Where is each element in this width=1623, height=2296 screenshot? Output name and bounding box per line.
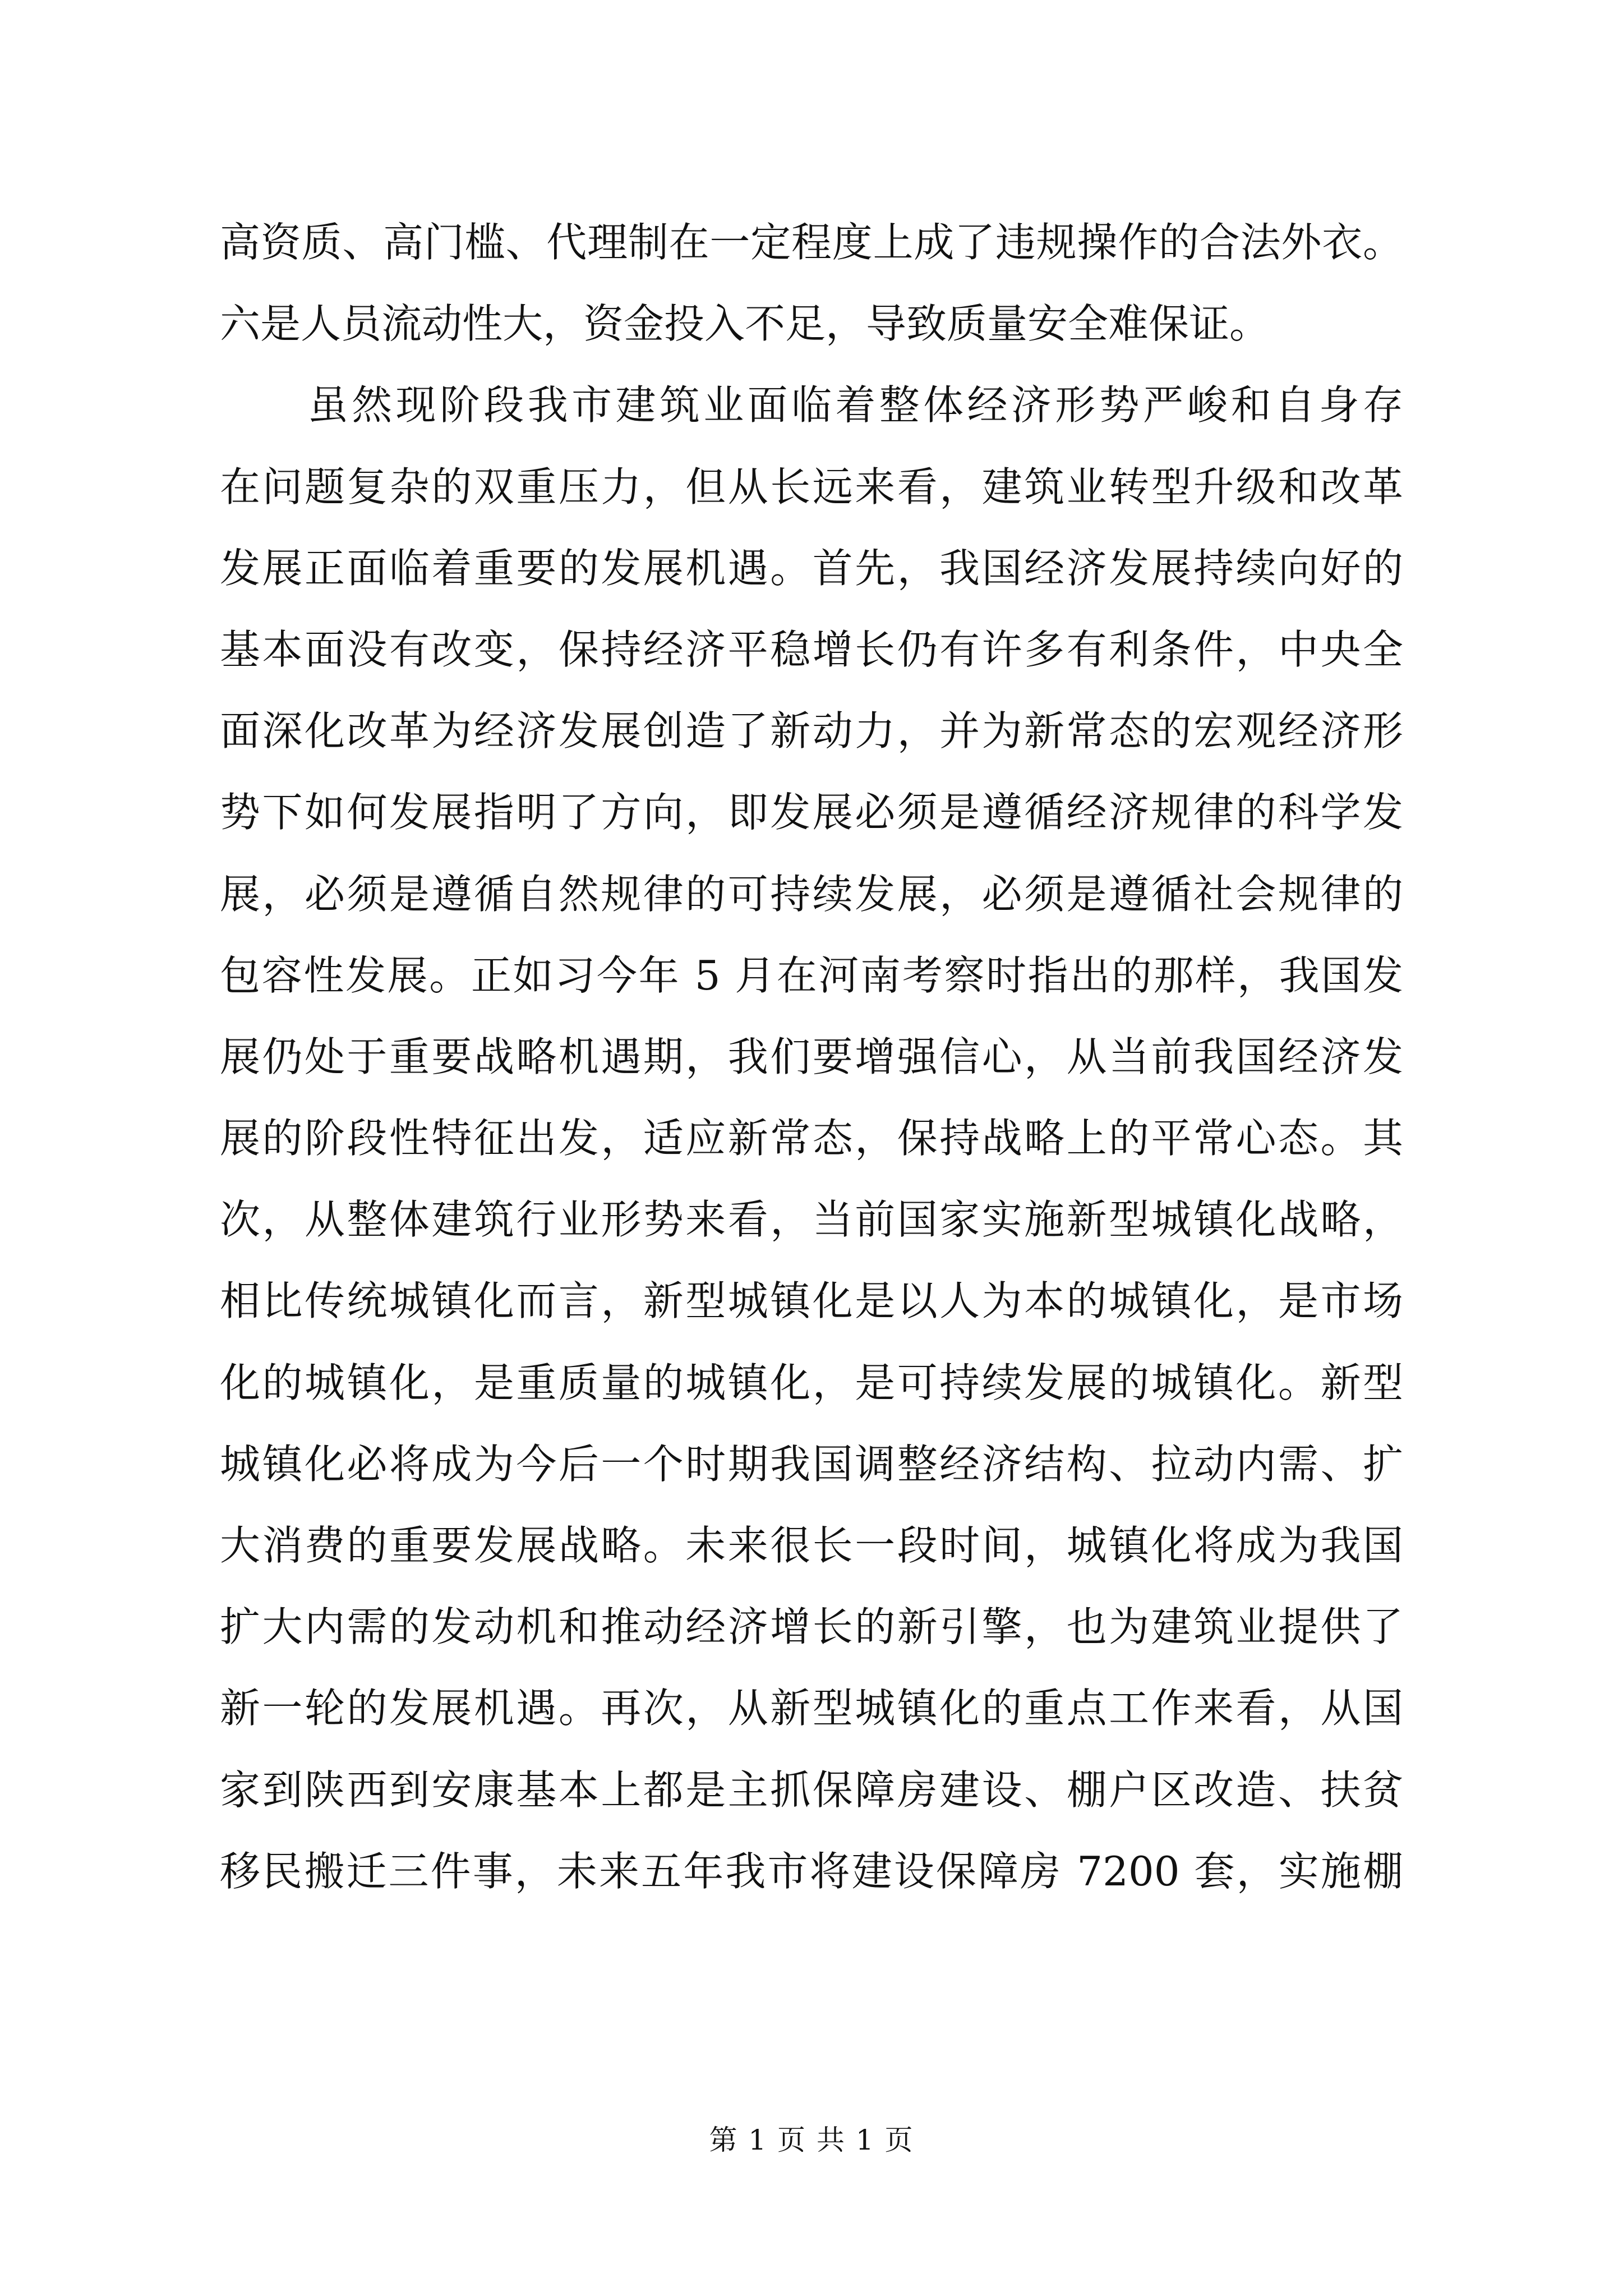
text-line: 基本面没有改变，保持经济平稳增长仍有许多有利条件，中央全 — [220, 625, 1403, 673]
text-line: 扩大内需的发动机和推动经济增长的新引擎，也为建筑业提供了 — [220, 1603, 1403, 1651]
text-line: 展，必须是遵循自然规律的可持续发展，必须是遵循社会规律的 — [220, 870, 1403, 918]
text-line: 次，从整体建筑行业形势来看，当前国家实施新型城镇化战略， — [220, 1196, 1403, 1244]
text-line: 展仍处于重要战略机遇期，我们要增强信心，从当前我国经济发 — [220, 1033, 1403, 1080]
page-number-label: 第 1 页 共 1 页 — [709, 2124, 914, 2156]
text-line: 虽然现阶段我市建筑业面临着整体经济形势严峻和自身存 — [220, 381, 1403, 429]
body-text — [220, 202, 1403, 1912]
text-line: 势下如何发展指明了方向，即发展必须是遵循经济规律的科学发 — [220, 789, 1403, 836]
text-line: 大消费的重要发展战略。未来很长一段时间，城镇化将成为我国 — [220, 1522, 1403, 1569]
text-line: 高资质、高门槛、代理制在一定程度上成了违规操作的合法外衣。 — [220, 219, 1403, 266]
text-line: 发展正面临着重要的发展机遇。首先，我国经济发展持续向好的 — [220, 544, 1403, 592]
text-line: 面深化改革为经济发展创造了新动力，并为新常态的宏观经济形 — [220, 707, 1403, 755]
text-line: 新一轮的发展机遇。再次，从新型城镇化的重点工作来看，从国 — [220, 1685, 1403, 1732]
text-line: 展的阶段性特征出发，适应新常态，保持战略上的平常心态。其 — [220, 1115, 1403, 1162]
text-line: 化的城镇化，是重质量的城镇化，是可持续发展的城镇化。新型 — [220, 1359, 1403, 1406]
text-line: 家到陕西到安康基本上都是主抓保障房建设、棚户区改造、扶贫 — [220, 1766, 1403, 1814]
text-line: 移民搬迁三件事，未来五年我市将建设保障房 7200 套，实施棚 — [220, 1847, 1403, 1895]
text-line: 包容性发展。正如习今年 5 月在河南考察时指出的那样，我国发 — [220, 951, 1403, 999]
text-line: 城镇化必将成为今后一个时期我国调整经济结构、拉动内需、扩 — [220, 1440, 1403, 1488]
text-line: 相比传统城镇化而言，新型城镇化是以人为本的城镇化，是市场 — [220, 1277, 1403, 1325]
text-line: 在问题复杂的双重压力，但从长远来看，建筑业转型升级和改革 — [220, 463, 1403, 510]
page-footer — [0, 2120, 1623, 2160]
text-line: 六是人员流动性大，资金投入不足，导致质量安全难保证。 — [220, 300, 1270, 348]
